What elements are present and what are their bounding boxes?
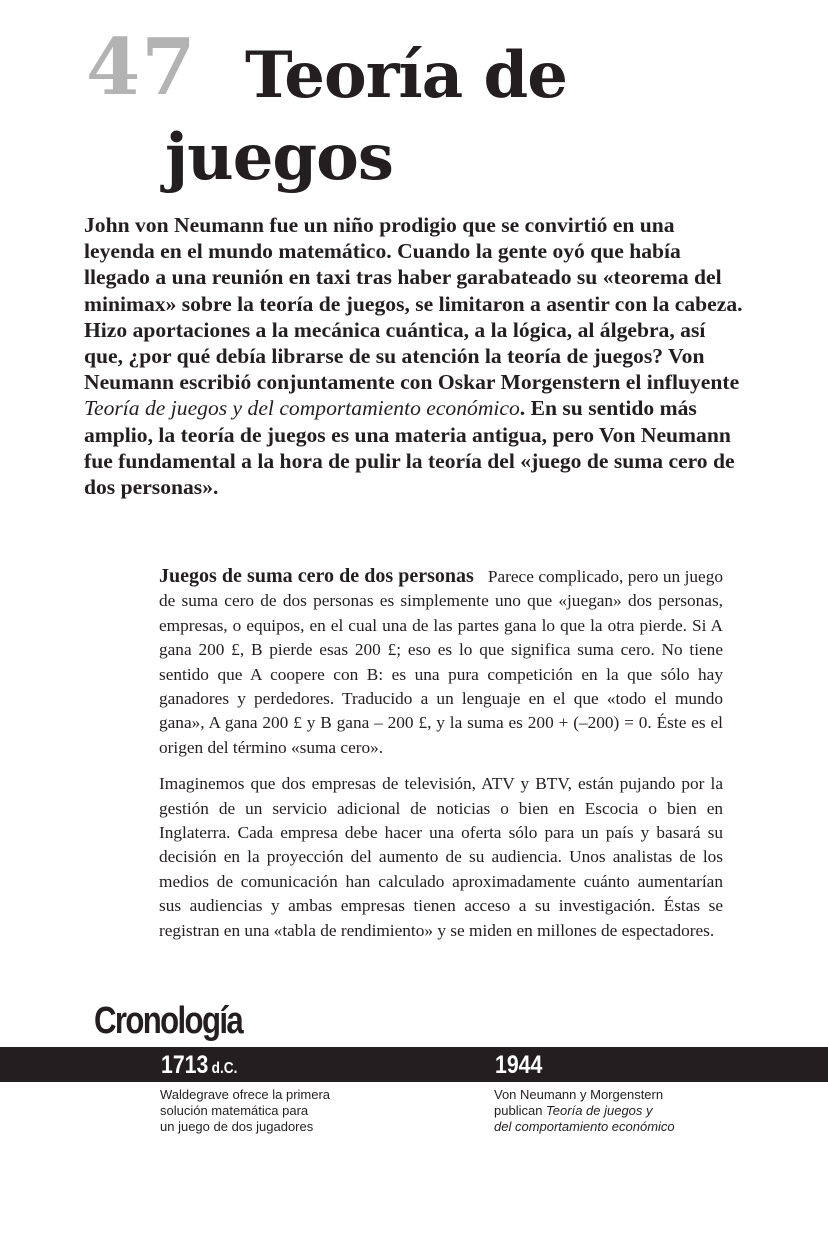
- desc-line: Von Neumann y Morgenstern: [494, 1087, 664, 1102]
- timeline-title: Cronología: [94, 1000, 243, 1042]
- desc-line: Waldegrave ofrece la primera: [160, 1087, 331, 1102]
- body-paragraph-2: Imaginemos que dos empresas de televisión, ATV y BTV, están pujando por la gestión de un servicio adicional de noticias o bien en Escocia o bien en Inglaterra. Cada empresa debe hacer una oferta sólo para un país y basará su decisión en la proyección del aumento de su audiencia. Unos analistas de los medios de comunicación han calculado aproximadamente cuánto aumentarían sus audiencias y ambas empresas tienen acceso a su investigación. Éstas se registran en una «tabla de rendimiento» y se miden en millones de espectadores.: [159, 774, 723, 940]
- desc-line: solución matemática para: [160, 1103, 309, 1118]
- desc-book-title-cont: del comportamiento económico: [494, 1119, 675, 1134]
- intro-text-1: John von Neumann fue un niño prodigio que se convirtió en una leyenda en el mundo matemático. Cuando la gente oyó que había llegado a una reunión en taxi tras haber garabateado su «teorema del minimax» sobre la teoría de juegos, se limitaron a asentir con la cabeza. Hizo aportaciones a la mecánica cuántica, a la lógica, al álgebra, así que, ¿por qué debía librarse de su atención la teoría de juegos? Von Neumann escribió conjuntamente con Oskar Morgenstern el influyente: [84, 213, 743, 395]
- desc-line: [494, 1103, 774, 1119]
- chapter-title-line2: juegos: [165, 120, 393, 195]
- desc-prefix: publican: [494, 1103, 547, 1118]
- timeline-year-1713: [161, 1049, 237, 1085]
- year-era: d.C.: [211, 1060, 238, 1077]
- year-value: 1713: [161, 1051, 209, 1079]
- year-value: 1944: [495, 1051, 543, 1079]
- section-heading: Juegos de suma cero de dos personas: [159, 565, 474, 587]
- body-paragraph-1: [159, 564, 723, 760]
- intro-book-title: Teoría de juegos y del comportamiento económico: [84, 396, 520, 421]
- chapter-number: 47: [86, 22, 197, 113]
- timeline-desc-1944: [494, 1087, 774, 1135]
- paragraph-1-text: Parece complicado, pero un juego de suma cero de dos personas es simplemente uno que «juegan» dos personas, empresas, o equipos, en el cual una de las partes gana lo que la otra pierde. Si A gana 200 £, B pierde esas 200 £; eso es lo que significa suma cero. No tiene sentido que A coopere con B: es una pura competición en la que sólo hay ganadores y perdedores. Traducido a un lenguaje en el que «todo el mundo gana», A gana 200 £ y B gana – 200 £, y la suma es 200 + (–200) = 0. Éste es el origen del término «suma cero».: [159, 567, 723, 757]
- timeline-bar: [0, 1047, 828, 1082]
- timeline-year-1944: [495, 1049, 542, 1081]
- chapter-title-line1: Teoría de: [245, 38, 567, 113]
- intro-paragraph: [84, 212, 744, 500]
- intro-text-2: . En su sentido más amplio, la teoría de juegos es una materia antigua, pero Von Neumann fue fundamental a la hora de pulir la teoría del «juego de suma cero de dos personas».: [84, 396, 735, 500]
- desc-book-title: Teoría de juegos y: [546, 1103, 653, 1118]
- timeline-desc-1713: [160, 1087, 440, 1135]
- desc-line: un juego de dos jugadores: [160, 1119, 314, 1134]
- desc-line: [494, 1119, 774, 1135]
- body-column: [159, 564, 723, 955]
